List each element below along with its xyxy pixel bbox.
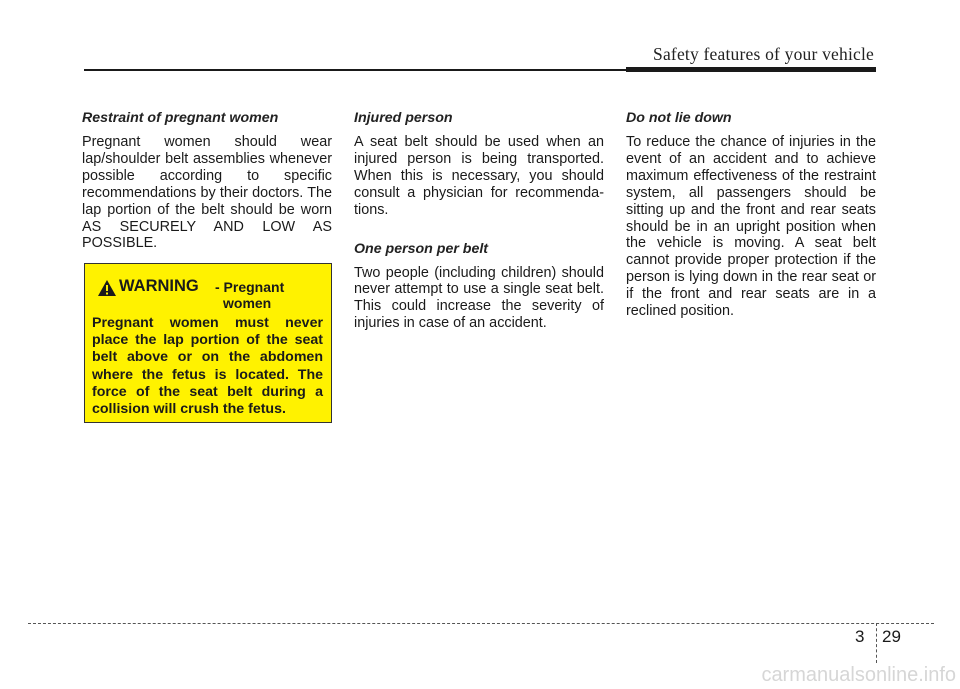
watermark: carmanualsonline.info [761,664,956,686]
section-body-pregnant: Pregnant women should wear lap/shoulder belt assemblies whenever possible according to specific recommendations by their doctors. The lap portion of the belt should be worn AS SECURELY AND LOW AS POSSIBLE. [82,134,332,252]
section-heading-pregnant: Restraint of pregnant women [82,110,279,126]
left-column [82,110,332,252]
warning-label: WARNING [119,277,199,295]
footer-rule [28,623,934,624]
section-body-lie-down: To reduce the chance of injuries in the event of an accident and to achieve maximum effectiveness of the restraint system, all passengers should be sitting up and the front and rear seats should be in an upright position when the vehicle is moving. A seat belt cannot provide proper protection if the person is lying down in the rear seat or if the front and rear seats are in a reclined position. [626,134,876,320]
header-title: Safety features of your vehicle [653,44,874,64]
section-heading-lie-down: Do not lie down [626,110,732,126]
section-body-injured: A seat belt should be used when an injured person is being transported. When this is necessary, you should consult a physician for recommendations. [354,134,604,218]
page-number: 29 [882,627,901,646]
section-body-one-per-belt: Two people (including children) should never attempt to use a single seat belt. This could increase the severity of injuries in case of an accident. [354,264,604,332]
warning-box [84,263,332,423]
section-heading-one-per-belt: One person per belt [354,240,489,257]
warning-body: Pregnant women must never place the lap portion of the seat belt above or on the abdomen where the fetus is located. The force of the seat belt during a collision will crush the fetus. [92,315,323,418]
section-heading-injured: Injured person [354,110,453,126]
chapter-number: 3 [855,627,865,646]
warning-subtitle-line1: - Pregnant [215,279,285,295]
footer-divider [876,623,877,663]
middle-column [354,110,604,332]
header-rule-accent [626,67,876,72]
right-column [626,110,876,320]
warning-triangle-icon [97,279,117,297]
warning-subtitle-line2: women [223,295,272,311]
